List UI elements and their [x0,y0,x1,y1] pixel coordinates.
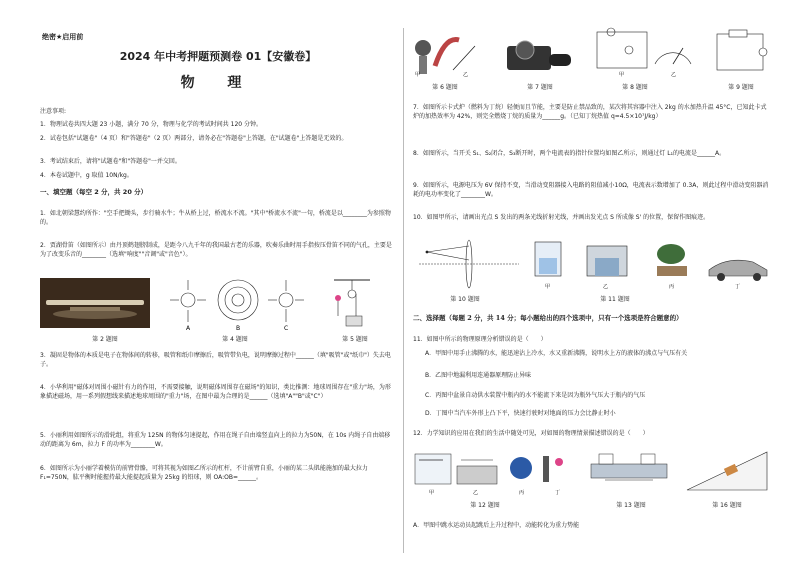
question-6: 6．如图所示为小丽学着模仿的前臂骨骼，可将其视为如图乙所示的杠杆，不计前臂自重，小丽的某二头肌能施加的最大拉力 F₁=750N，肱平衡时能握持最大能提起质量为 25kg 的铅球，则 OA:OB=______。 [40,465,368,481]
question-10: 10．如图甲所示，请画出光点 S 发出的两条光线折射光线，并画出发光点 S 所成像 S' 的位置，保留作图痕迹。 [413,214,710,221]
incline-figure [685,448,769,494]
fig7-caption: 第 7 题图 [527,84,553,91]
fig11-label-c: 丙 [669,284,675,290]
exam-title: 2024 年中考押题预测卷 01【安徽卷】 [119,50,317,63]
fluid-pressure-figures [531,236,769,292]
fig11-caption: 第 11 题图 [600,296,630,303]
circuit-ammeter-figure [593,26,693,78]
fig4-caption: 第 4 题图 [222,336,248,343]
question-2: 2．贾湖骨笛（如图所示）由丹顶鹤翅膀制成，是距今八九千年的我国最古老的乐器，吹奏乐曲时用手指按压骨笛不同的气孔，主要是为了改变乐音的________（选填"响度""音调"或"音色"）。 [40,242,392,258]
fig11-label-d: 丁 [735,284,741,290]
note-item: 4．本卷试题中，g 取值 10N/kg。 [40,172,133,179]
fig12-label-c: 丙 [519,490,525,496]
fig2-caption: 第 2 题图 [92,336,118,343]
fig4-label-a: A [186,325,191,332]
notes-heading: 注意事项: [40,108,67,115]
question-3: 3．凝固是物体的本质是电子在物体间的转移，吸管和纸巾摩擦后，吸管带负电，说明摩擦过程中______（填"吸管"或"纸巾"）失去电子。 [40,352,391,368]
forearm-lever-figure [413,26,477,78]
fig6-label-a: 甲 [415,72,421,78]
q11-option-d: D．丁图中当汽车外形上凸下平，快速行驶时对地面的压力会比静止时小 [425,410,616,417]
fig11-label-b: 乙 [603,284,609,290]
question-1: 1．如北朝梁慧约所作："空手把锄头，步行骑水牛；牛从桥上过，桥流水不流。"其中"桥流水不流"一句，桥流是以________为参照物的。 [40,210,391,226]
fig11-label-a: 甲 [545,284,551,290]
subject-title: 物 理 [180,75,256,91]
circuit-board-figure [589,450,669,490]
section-one-title: 一、填空题（每空 2 分，共 20 分） [40,188,148,196]
fig9-caption: 第 9 题图 [728,84,754,91]
fig8-label-a: 甲 [619,72,625,78]
fig12-caption: 第 12 题图 [470,502,500,509]
section-two-title: 二、选择题（每题 2 分，共 14 分；每小题给出的四个选项中，只有一个选项是符合题意的） [413,314,683,322]
column-divider [403,28,404,553]
question-12: 12．力学知识的应用在我们的生活中随处可见，对如图的物理情景描述错误的是（ ） [413,430,649,437]
note-item: 3．考试结束后，请将"试题卷"和"答题卷"一并交回。 [40,158,181,165]
fig10-caption: 第 10 题图 [450,296,480,303]
q11-option-a: A．甲图中用手止沸腾的水，能迅速沾上冷水，水又重新沸腾，说明水上方的液体的沸点与气压有关 [425,350,688,357]
lens-ray-figure [419,236,519,292]
fig4-label-b: B [236,325,241,332]
question-7: 7．如图所示卡式炉（燃料为丁烷）轻便而且节能，主要是防止禁品致的，某次将其容器中注入 2kg 的水加热升温 45°C，已知此卡式炉的加热效率为 42%，则完全燃烧丁烷的质量为______g。（已知丁烷热值 q=4.5×10⁷J/kg） [413,104,767,120]
q12-option-a: A．甲图中跳水运动员起跳后上升过程中，动能转化为重力势能 [413,522,580,529]
fig12-label-a: 甲 [429,490,435,496]
question-11: 11．如图中所示的物理原理分析错误的是（ ） [413,336,547,343]
secret-mark: 绝密★启用前 [42,33,84,41]
fig8-label-b: 乙 [671,72,677,78]
fig8-caption: 第 8 题图 [622,84,648,91]
circuit-rheostat-figure [713,28,769,78]
fig6-label-b: 乙 [463,72,469,78]
fig12-label-b: 乙 [473,490,479,496]
q11-option-b: B．乙图中地漏利用连通器原理防止异味 [425,372,532,379]
q11-option-c: C．丙图中盆景自动供水装置中瓶内的水不能流下来是因为瓶外气压大于瓶内的气压 [425,392,646,399]
question-5: 5．小丽利用如图所示的滑轮组，将重为 125N 的物体匀速提起，作用在绳子自由端竖直向上的拉力为50N，在 10s 内绳子自由端移动的距离为 6m，拉力 F 的功率为________W。 [40,432,391,448]
bone-flute-figure [40,278,150,328]
question-8: 8．如图所示，当开关 S₁、S₂闭合，S₃断开时，两个电流表的指针位置均如图乙所示，则通过灯 L₁的电流是______A。 [413,150,726,157]
mechanics-scenes-figure [413,446,573,496]
pulley-figure [330,276,374,332]
note-item: 1．物理试卷共四大题 23 小题，满分 70 分，物理与化学的考试时间共 120 分钟。 [40,121,262,128]
fig5-caption: 第 5 题图 [342,336,368,343]
fig16-caption: 第 16 题图 [712,502,742,509]
fig13-caption: 第 13 题图 [616,502,646,509]
cassette-stove-figure [503,30,573,78]
note-item: 2．试卷包括"试题卷"（4 页）和"答题卷"（2 页）两部分，请务必在"答题卷"上答题，在"试题卷"上答题是无效的。 [40,135,348,142]
gravity-field-options [168,278,308,332]
question-4: 4．小华利用"磁体对周围小磁针有力的作用，不需要接触，说明磁体周围存在磁场"的知识，类比推测：地球周围存在"重力"场，为形象描述磁场，用一系列假想线来描述地球周围的"重力"场，在图中最为合理的是______（选填"A""B"或"C"） [40,384,391,400]
fig12-label-d: 丁 [555,490,561,496]
question-9: 9．如图所示，电源电压为 6V 保持不变，当滑动变阻器接入电路的阻值减小10Ω，电流表示数增加了 0.3A，则此过程中滑动变阻器消耗的电功率变化了________W。 [413,182,769,198]
fig6-caption: 第 6 题图 [432,84,458,91]
fig4-label-c: C [284,325,289,332]
